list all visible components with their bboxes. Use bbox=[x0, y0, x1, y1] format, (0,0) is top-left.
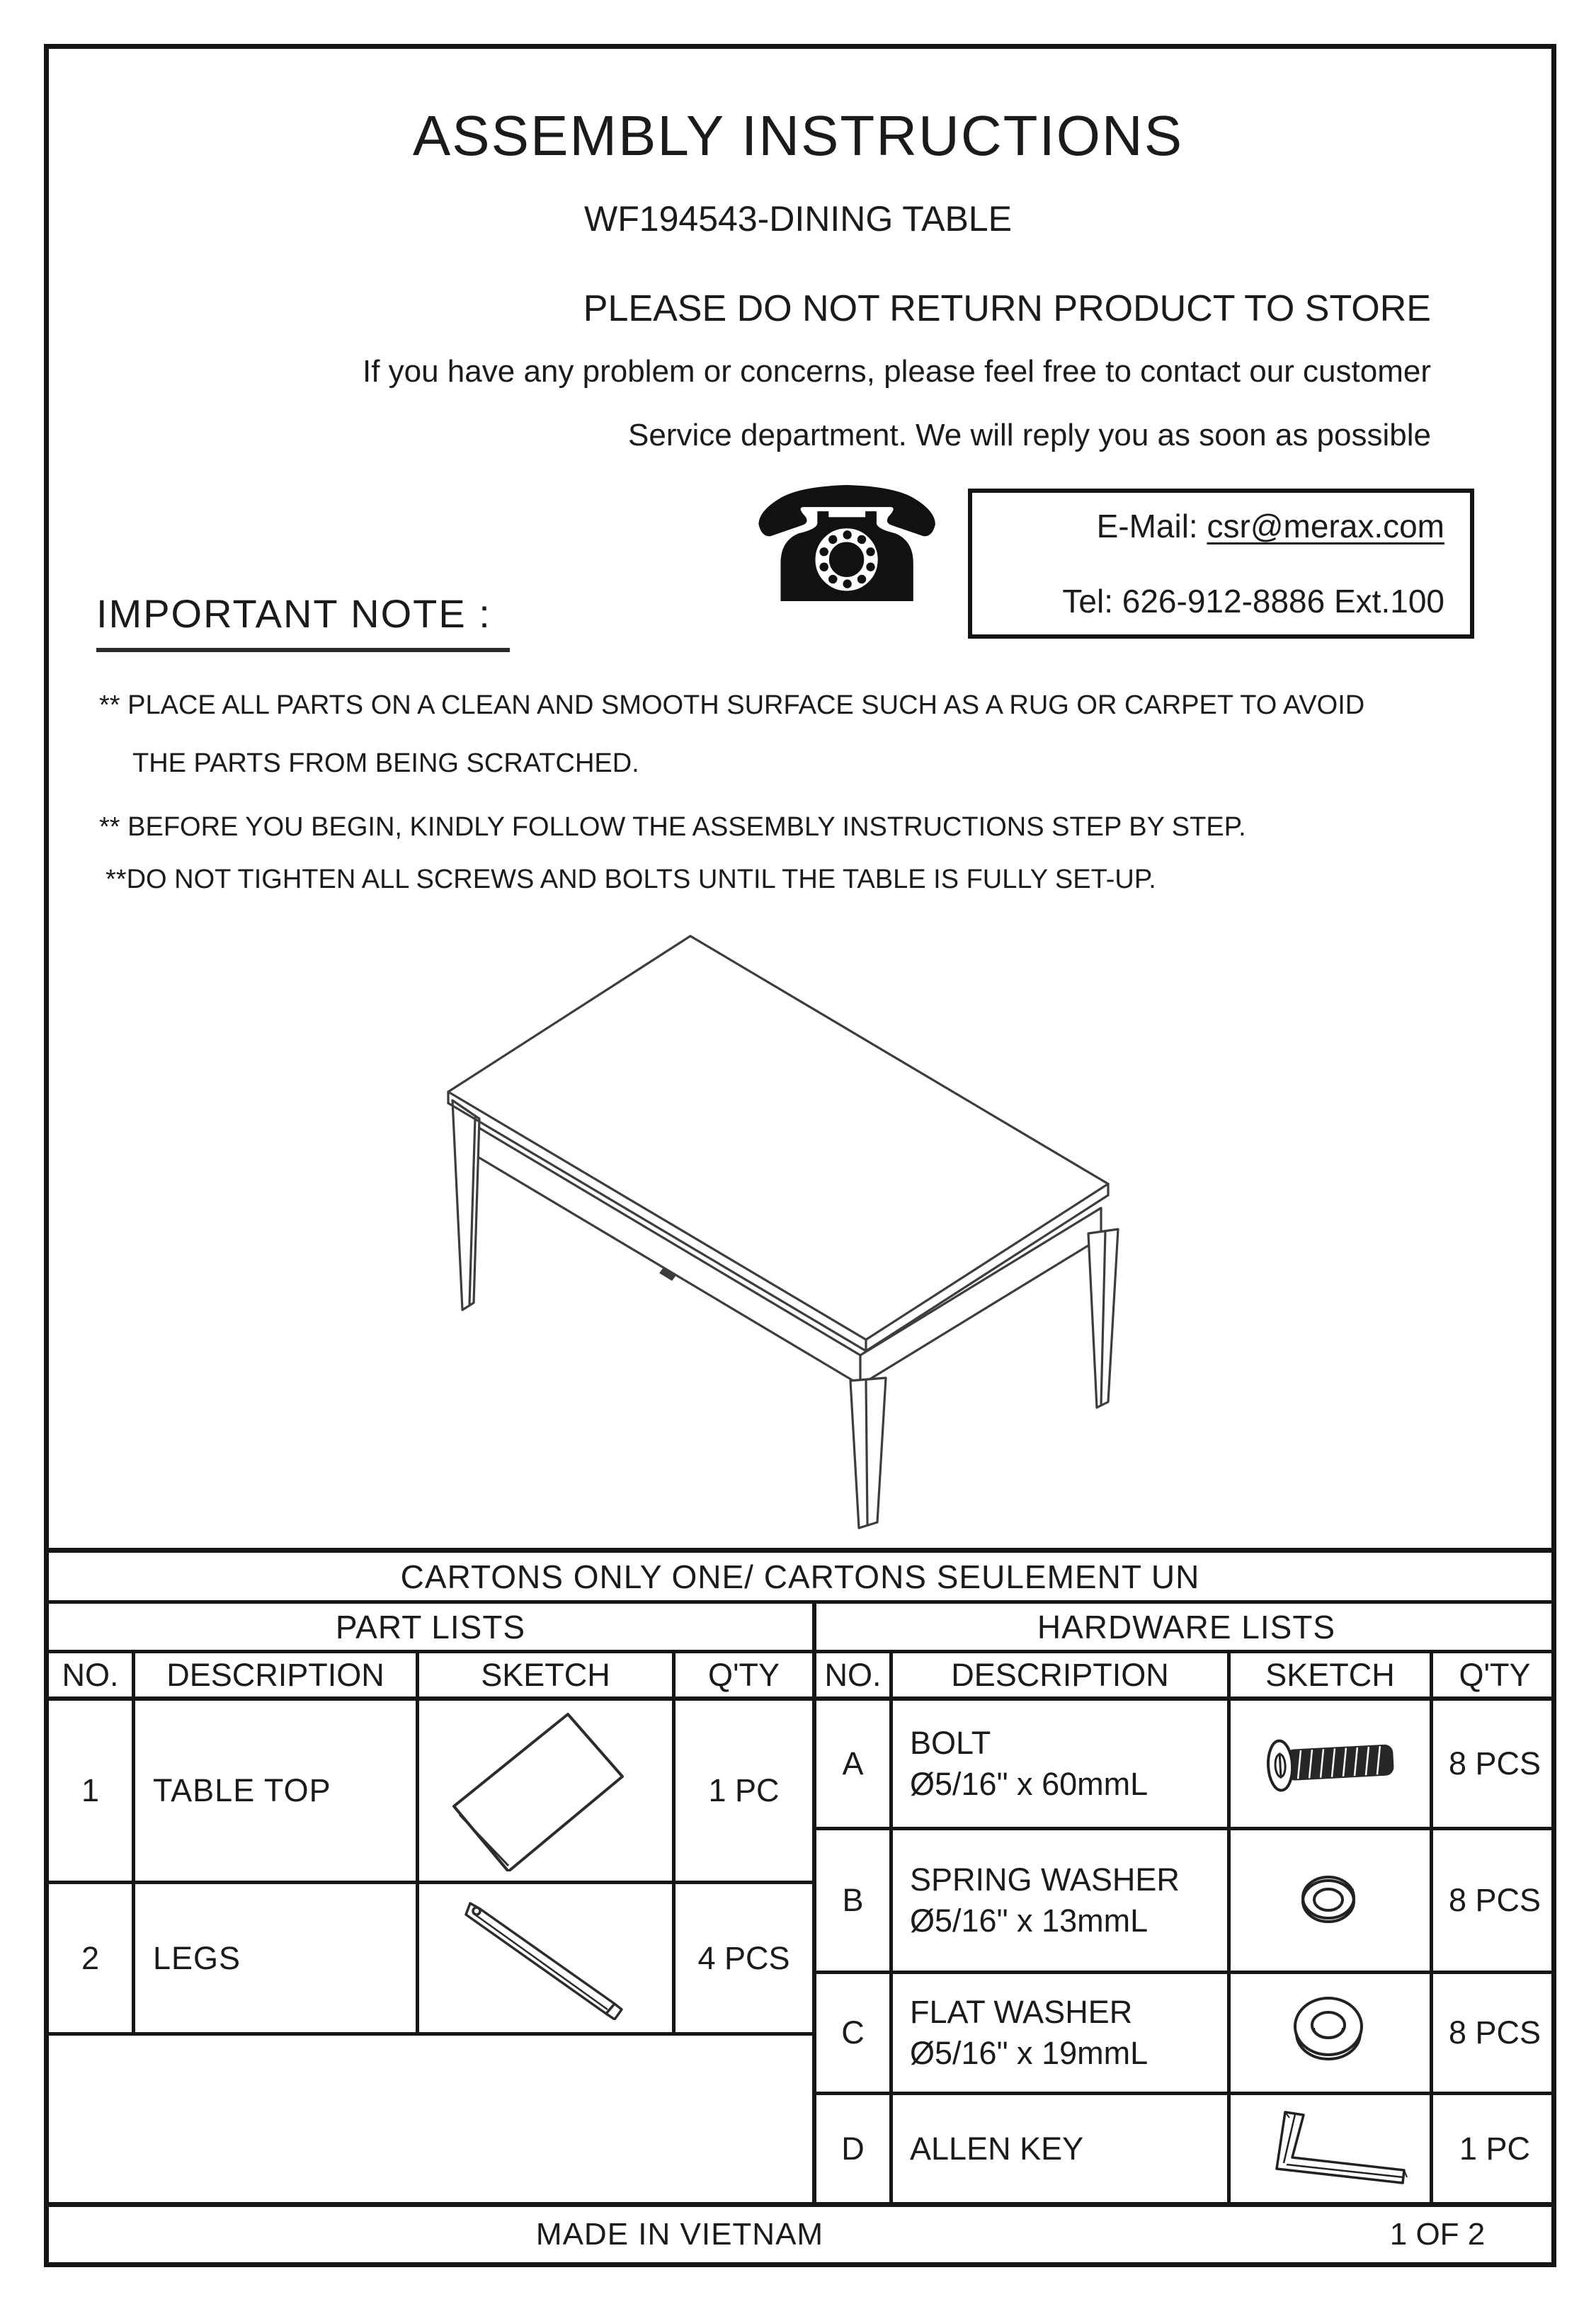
note-bullet-1: ** PLACE ALL PARTS ON A CLEAN AND SMOOTH SURFACE SUCH AS A RUG OR CARPET TO AVOID bbox=[99, 690, 1365, 720]
col-header-description: DESCRIPTION bbox=[951, 1656, 1169, 1693]
col-header-no: NO. bbox=[62, 1656, 119, 1693]
hardware-description-line: ALLEN KEY bbox=[910, 2130, 1084, 2167]
part-no: 2 bbox=[81, 1939, 100, 1976]
hardware-description-line: Ø5/16" x 60mmL bbox=[910, 1766, 1148, 1802]
hardware-description-line: BOLT bbox=[910, 1725, 991, 1761]
contact-box bbox=[968, 489, 1474, 639]
hardware-no: D bbox=[841, 2130, 865, 2167]
dining-table-isometric-drawing bbox=[393, 915, 1292, 1544]
hardware-description-line: SPRING WASHER bbox=[910, 1861, 1180, 1898]
hardware-lists-title: HARDWARE LISTS bbox=[1037, 1608, 1336, 1646]
col-header-qty: Q'TY bbox=[1459, 1656, 1531, 1693]
product-subtitle: WF194543-DINING TABLE bbox=[584, 199, 1012, 239]
do-not-return-line: PLEASE DO NOT RETURN PRODUCT TO STORE bbox=[583, 288, 1431, 329]
hardware-description-line: Ø5/16" x 19mmL bbox=[910, 2035, 1148, 2071]
carton-header: CARTONS ONLY ONE/ CARTONS SEULEMENT UN bbox=[400, 1558, 1200, 1595]
note-bullet-3: **DO NOT TIGHTEN ALL SCREWS AND BOLTS UNTIL THE TABLE IS FULLY SET-UP. bbox=[106, 865, 1156, 894]
contact-tel: Tel: 626-912-8886 Ext.100 bbox=[1062, 583, 1444, 620]
important-note-heading: IMPORTANT NOTE : bbox=[96, 591, 510, 652]
hardware-no: A bbox=[842, 1745, 864, 1781]
page-number: 1 OF 2 bbox=[1389, 2217, 1486, 2252]
email-label: E-Mail: bbox=[1096, 508, 1207, 544]
part-no: 1 bbox=[81, 1772, 100, 1808]
part-description: TABLE TOP bbox=[153, 1772, 331, 1808]
spring-washer-sketch bbox=[1286, 1861, 1371, 1939]
grid-line bbox=[1227, 1650, 1231, 2207]
notice-line-2: If you have any problem or concerns, please feel free to contact our customer bbox=[362, 354, 1431, 389]
note-bullet-1-cont: THE PARTS FROM BEING SCRATCHED. bbox=[132, 748, 639, 778]
grid-line bbox=[889, 1650, 893, 2207]
hardware-description bbox=[910, 1830, 1225, 1971]
hardware-qty: 8 PCS bbox=[1448, 2014, 1541, 2051]
hardware-no: C bbox=[841, 2014, 865, 2051]
bolt-sketch bbox=[1250, 1713, 1406, 1813]
hardware-description-line: FLAT WASHER bbox=[910, 1994, 1133, 2030]
rotary-phone-icon: ☎ bbox=[748, 454, 947, 639]
hardware-no: B bbox=[842, 1882, 864, 1918]
col-header-sketch: SKETCH bbox=[1265, 1656, 1395, 1693]
made-in-label: MADE IN VIETNAM bbox=[535, 2217, 824, 2252]
contact-email bbox=[1097, 507, 1444, 545]
allen-key-sketch bbox=[1240, 2102, 1417, 2194]
col-header-qty: Q'TY bbox=[707, 1656, 780, 1693]
part-description: LEGS bbox=[153, 1939, 241, 1976]
hardware-description bbox=[910, 2095, 1225, 2202]
part-qty: 1 PC bbox=[708, 1772, 780, 1808]
hardware-qty: 1 PC bbox=[1459, 2130, 1531, 2167]
grid-line bbox=[44, 2202, 1556, 2207]
grid-line bbox=[416, 1650, 419, 2036]
email-address: csr@merax.com bbox=[1207, 508, 1444, 544]
grid-line bbox=[44, 2032, 816, 2036]
table-leg-sketch bbox=[445, 1896, 643, 2020]
hardware-qty: 8 PCS bbox=[1448, 1882, 1541, 1918]
table-top-sketch bbox=[438, 1709, 650, 1871]
col-header-description: DESCRIPTION bbox=[166, 1656, 384, 1693]
col-header-sketch: SKETCH bbox=[481, 1656, 610, 1693]
notice-line-3: Service department. We will reply you as soon as possible bbox=[628, 418, 1431, 452]
part-lists-title: PART LISTS bbox=[335, 1608, 526, 1646]
page-title: ASSEMBLY INSTRUCTIONS bbox=[412, 104, 1184, 167]
hardware-qty: 8 PCS bbox=[1448, 1745, 1541, 1781]
flat-washer-sketch bbox=[1282, 1990, 1374, 2075]
hardware-description-line: Ø5/16" x 13mmL bbox=[910, 1903, 1148, 1939]
note-bullet-2: ** BEFORE YOU BEGIN, KINDLY FOLLOW THE ASSEMBLY INSTRUCTIONS STEP BY STEP. bbox=[99, 812, 1246, 842]
col-header-no: NO. bbox=[824, 1656, 882, 1693]
grid-line bbox=[44, 1548, 1556, 1553]
grid-line bbox=[132, 1650, 135, 2036]
hardware-description bbox=[910, 1974, 1225, 2092]
part-qty: 4 PCS bbox=[697, 1939, 790, 1976]
hardware-description bbox=[910, 1701, 1225, 1827]
